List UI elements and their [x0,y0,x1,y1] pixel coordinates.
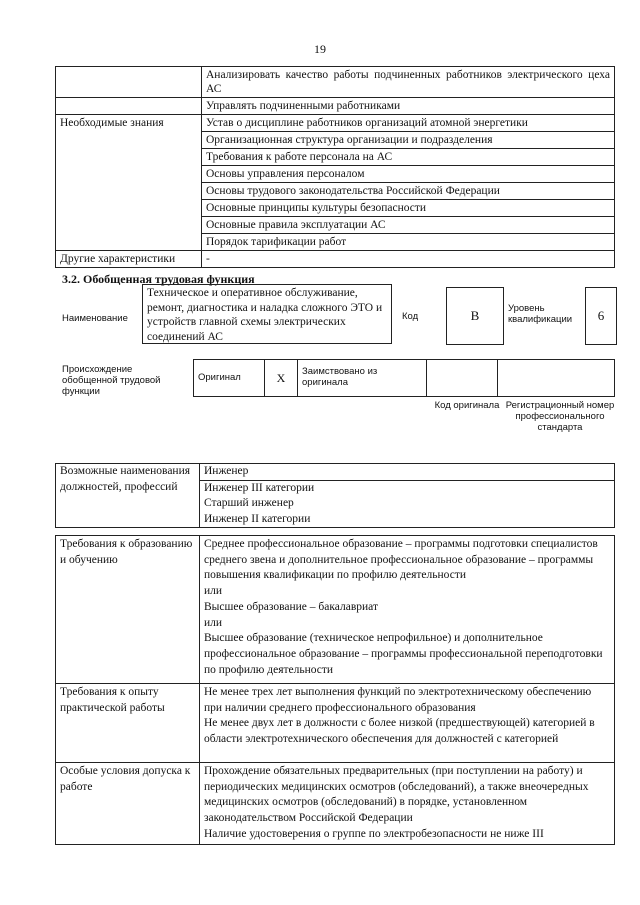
origin-table [193,359,615,397]
position-item: Инженер II категории [200,512,615,528]
table-row [56,684,615,763]
reg-number-cell [498,360,615,397]
table-cell: Требования к работе персонала на АС [202,149,615,166]
function-name-box [142,284,392,344]
level-box [585,287,617,345]
requirement-text: Прохождение обязательных предварительных (при поступлении на работу) и периодических медицинских осмотров (обследований), а также внеочередных медицинских осмотров (обследований) в порядке, установленном законодательством Российской Федерации Наличие удостоверения о группе по электробезопасности не ниже III [200,763,615,845]
row-label: Другие характеристики [56,251,202,268]
table-cell: Основы трудового законодательства Российской Федерации [202,183,615,200]
original-mark: X [265,360,298,397]
position-item: Инженер [200,464,615,481]
name-label: Наименование [62,313,128,324]
table-row [56,251,615,268]
table-cell: Устав о дисциплине работников организаций атомной энергетики [202,115,615,132]
code-value: В [470,308,480,323]
level-label: Уровень квалификации [508,303,573,325]
table-cell: Порядок тарификации работ [202,234,615,251]
position-item: Старший инженер [200,496,615,512]
table-row [56,536,615,684]
table-cell: - [202,251,615,268]
page-number: 19 [314,42,326,56]
positions-table [55,463,615,528]
table-cell: Управлять подчиненными работниками [202,98,615,115]
row-label [56,67,202,98]
reg-number-caption: Регистрационный номер профессионального стандарта [505,400,615,433]
borrowed-label: Заимствовано из оригинала [298,360,427,397]
origin-label: Происхождение обобщенной трудовой функции [62,364,161,397]
section-title: 3.2. Обобщенная трудовая функция [62,272,255,286]
requirement-text: Не менее трех лет выполнения функций по электротехническому обеспечению при наличии среднего профессионального образования Не менее двух лет в должности с более низкой (предшествующей) категорией в области электротехнического обеспечения для должностей с категорией [200,684,615,763]
position-item: Инженер III категории [200,480,615,496]
requirement-label: Требования к образованию и обучению [56,536,200,684]
original-label: Оригинал [194,360,265,397]
table-row [56,115,615,132]
level-value: 6 [597,308,605,323]
requirement-label: Требования к опыту практической работы [56,684,200,763]
positions-label: Возможные наименования должностей, профессий [56,464,200,528]
table-cell: Анализировать качество работы подчиненных работников электрического цеха АС [202,67,615,98]
skills-knowledge-table [55,66,615,268]
code-original-cell [427,360,498,397]
requirements-table [55,535,615,845]
requirement-text: Среднее профессиональное образование – программы подготовки специалистов среднего звена и дополнительное профессиональное образование – программы повышения квалификации по профилю деятельности или Высшее образование – бакалавриат или Высшее образование (техническое непрофильное) и дополнительное профессиональное образование – программы профессиональной переподготовки по профилю деятельности [200,536,615,684]
requirement-label: Особые условия допуска к работе [56,763,200,845]
table-cell: Организационная структура организации и подразделения [202,132,615,149]
table-cell: Основы управления персоналом [202,166,615,183]
table-row [56,763,615,845]
table-cell: Основные правила эксплуатации АС [202,217,615,234]
function-name: Техническое и оперативное обслуживание, ремонт, диагностика и наладка сложного ЭТО и устройств главной схемы электрических соединений АС [147,287,383,343]
code-label: Код [402,311,419,322]
code-original-caption: Код оригинала [434,400,500,411]
table-row [56,67,615,98]
row-label: Необходимые знания [56,115,202,251]
code-box [446,287,504,345]
table-row [56,464,615,481]
table-row [56,98,615,115]
table-cell: Основные принципы культуры безопасности [202,200,615,217]
